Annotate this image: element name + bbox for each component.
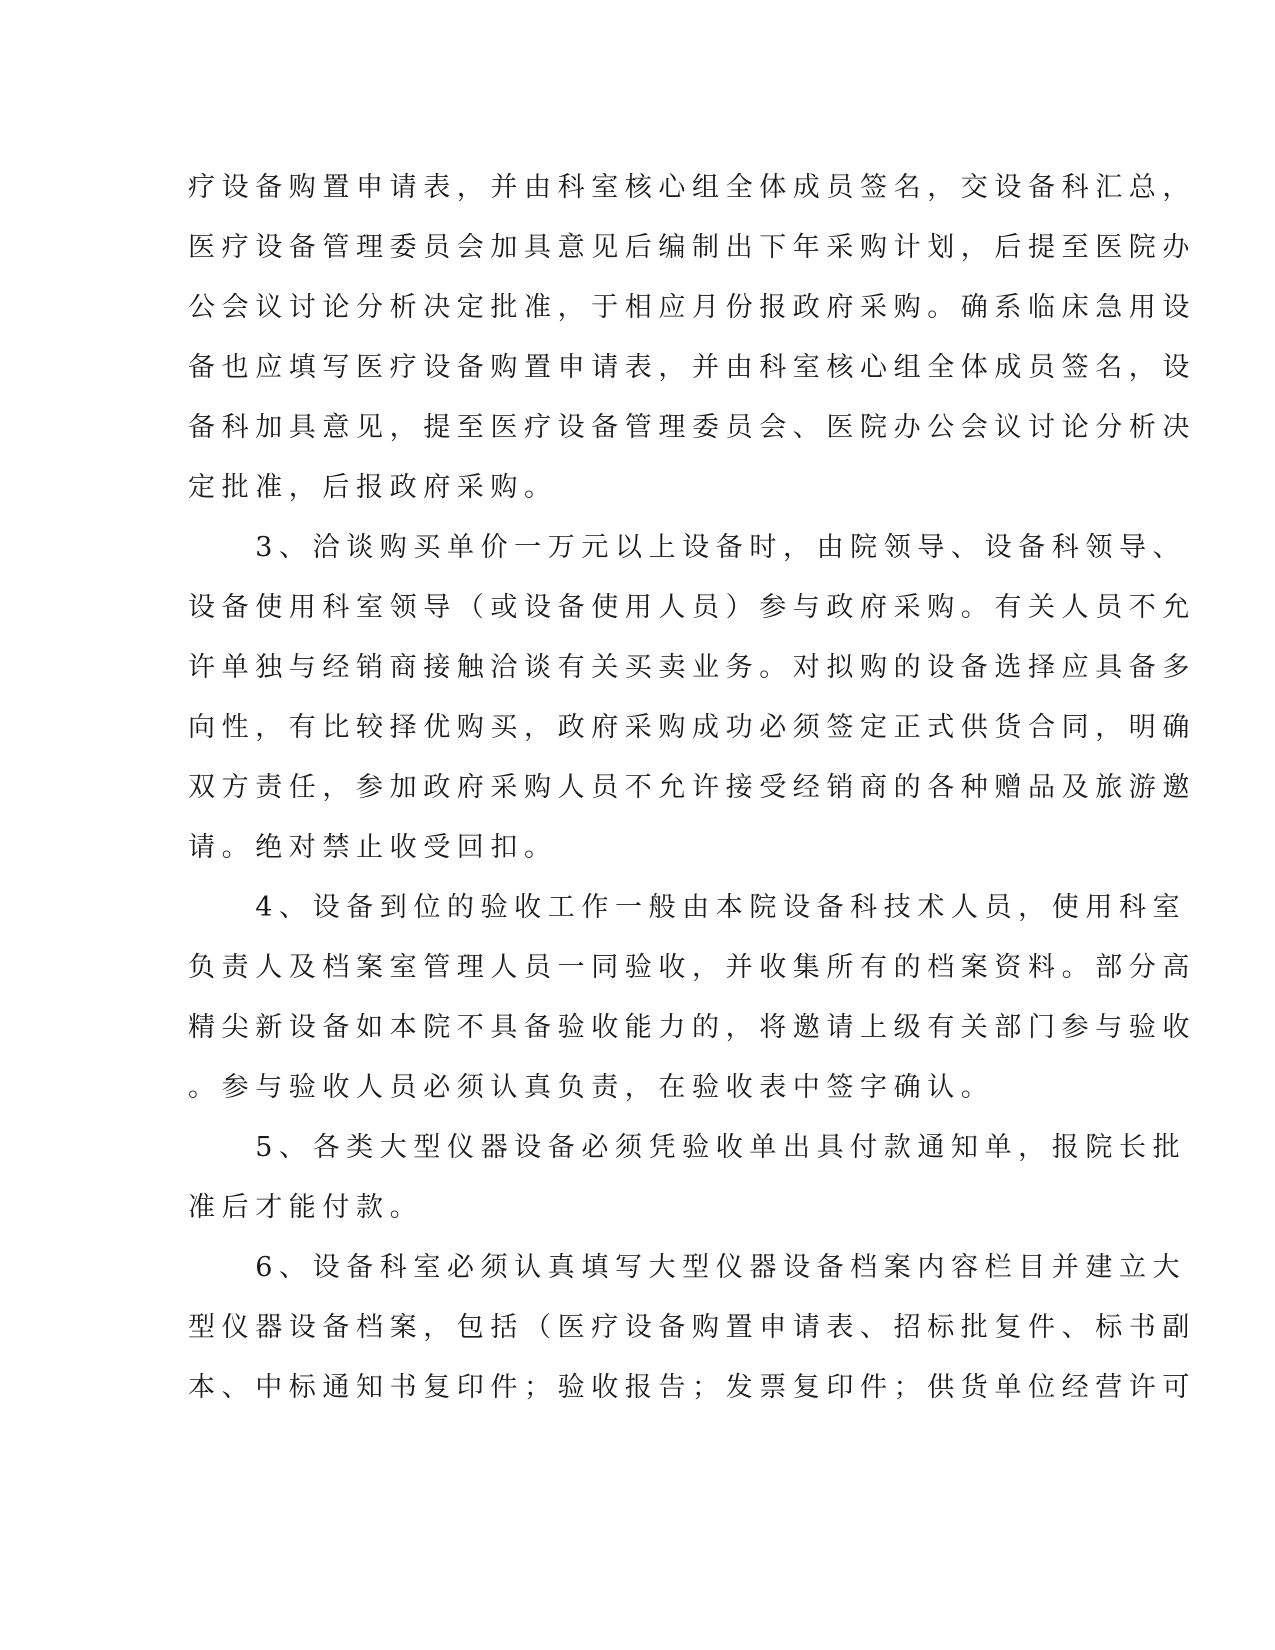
text-line: 双方责任，参加政府采购人员不允许接受经销商的各种赠品及旅游邀 [188, 772, 1196, 803]
text-line: 公会议讨论分析决定批准，于相应月份报政府采购。确系临床急用设 [188, 292, 1196, 323]
text-line: 请。绝对禁止收受回扣。 [188, 832, 558, 863]
text-line: 疗设备购置申请表，并由科室核心组全体成员签名，交设备科汇总， [188, 172, 1196, 203]
text-line: 型仪器设备档案，包括（医疗设备购置申请表、招标批复件、标书副 [188, 1312, 1196, 1343]
text-line: 向性，有比较择优购买，政府采购成功必须签定正式供货合同，明确 [188, 712, 1196, 743]
text-line: 设备使用科室领导（或设备使用人员）参与政府采购。有关人员不允 [188, 592, 1196, 623]
text-line: 备科加具意见，提至医疗设备管理委员会、医院办公会议讨论分析决 [188, 412, 1196, 443]
text-line: 。参与验收人员必须认真负责，在验收表中签字确认。 [188, 1072, 995, 1103]
text-line: 医疗设备管理委员会加具意见后编制出下年采购计划，后提至医院办 [188, 232, 1196, 263]
text-line: 5、各类大型仪器设备必须凭验收单出具付款通知单，报院长批 [188, 1132, 1187, 1163]
text-line: 准后才能付款。 [188, 1192, 424, 1223]
text-line: 许单独与经销商接触洽谈有关买卖业务。对拟购的设备选择应具备多 [188, 652, 1196, 683]
text-line: 3、洽谈购买单价一万元以上设备时，由院领导、设备科领导、 [188, 532, 1187, 563]
text-line: 本、中标通知书复印件；验收报告；发票复印件；供货单位经营许可 [188, 1372, 1196, 1403]
text-line: 负责人及档案室管理人员一同验收，并收集所有的档案资料。部分高 [188, 952, 1196, 983]
text-line: 4、设备到位的验收工作一般由本院设备科技术人员，使用科室 [188, 892, 1187, 923]
text-line: 备也应填写医疗设备购置申请表，并由科室核心组全体成员签名，设 [188, 352, 1196, 383]
text-line: 定批准，后报政府采购。 [188, 472, 558, 503]
document-body [188, 158, 1196, 1418]
text-line: 精尖新设备如本院不具备验收能力的，将邀请上级有关部门参与验收 [188, 1012, 1196, 1043]
text-line: 6、设备科室必须认真填写大型仪器设备档案内容栏目并建立大 [188, 1252, 1187, 1283]
